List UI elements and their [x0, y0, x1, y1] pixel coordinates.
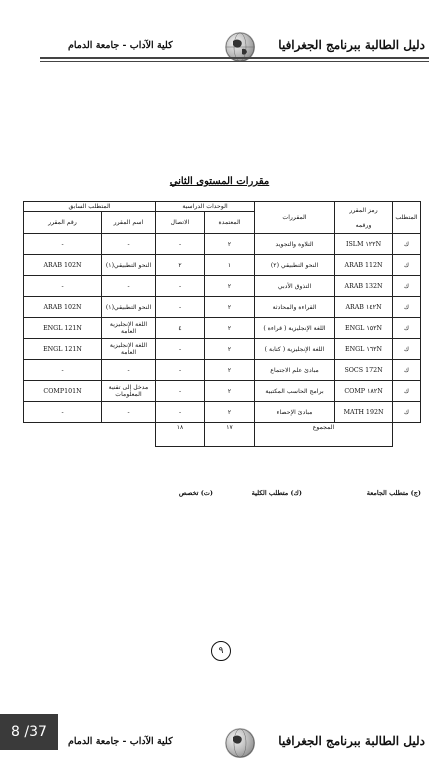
cell-code: ARAB 112N — [335, 255, 393, 276]
cell-contact: - — [156, 234, 205, 255]
table-row — [24, 297, 421, 318]
next-page-header — [0, 726, 439, 766]
cell-prev-num: ENGL 121N — [24, 339, 102, 360]
cell-prev-name: - — [102, 402, 156, 423]
cell-code: SOCS 172N — [335, 360, 393, 381]
header-prev-name: اسم المقرر — [102, 212, 156, 234]
section-title: مقررات المستوى الثاني — [169, 176, 270, 187]
table-row — [24, 318, 421, 339]
cell-code: COMP ١٨٢N — [335, 381, 393, 402]
page-number: ٩ — [211, 641, 231, 661]
college-name: كلية الآداب - جامعة الدمام — [68, 40, 173, 51]
header-credit: المعتمدة — [205, 212, 255, 234]
cell-prev-num: ARAB 102N — [24, 297, 102, 318]
header-prev-num: رقم المقرر — [24, 212, 102, 234]
cell-req: ك — [393, 255, 421, 276]
cell-credit: ٢ — [205, 360, 255, 381]
page-indicator[interactable] — [0, 714, 58, 750]
cell-prev-name: مدخل إلى تقنية المعلومات — [102, 381, 156, 402]
pager-total: 37 — [29, 724, 47, 740]
table-row — [24, 234, 421, 255]
header-rule — [40, 57, 429, 59]
cell-code: ISLM ١٢٢N — [335, 234, 393, 255]
table-row — [24, 339, 421, 360]
cell-contact: ٤ — [156, 318, 205, 339]
cell-code: ARAB 132N — [335, 276, 393, 297]
legend-major: (ت) تخصص — [178, 489, 213, 497]
cell-credit: ٢ — [205, 297, 255, 318]
table-row — [24, 381, 421, 402]
table-row — [24, 360, 421, 381]
cell-prev-name: اللغة الإنجليزية العامة — [102, 339, 156, 360]
table-header-row — [24, 202, 421, 212]
cell-credit: ٢ — [205, 276, 255, 297]
cell-req: ك — [393, 318, 421, 339]
header-prev-req: المتطلب السابق — [24, 202, 156, 212]
cell-prev-name: - — [102, 276, 156, 297]
cell-course-name: برامج الحاسب المكتبية — [255, 381, 335, 402]
cell-credit: ٢ — [205, 318, 255, 339]
cell-req: ك — [393, 402, 421, 423]
cell-prev-num: ARAB 102N — [24, 255, 102, 276]
college-name-next: كلية الآداب - جامعة الدمام — [68, 736, 173, 747]
cell-req: ك — [393, 276, 421, 297]
guide-title-next: دليل الطالبة ببرنامج الجغرافيا — [278, 734, 425, 748]
courses-table — [23, 201, 421, 447]
table-row — [24, 276, 421, 297]
table-row — [24, 255, 421, 276]
total-blank-left — [24, 423, 156, 447]
cell-prev-name: النحو التطبيقي(١) — [102, 255, 156, 276]
table-row — [24, 402, 421, 423]
cell-contact: - — [156, 297, 205, 318]
cell-course-name: القراءة والمحادثة — [255, 297, 335, 318]
header-num-label: ورقمه — [355, 221, 372, 229]
pager-current: 8 — [11, 724, 20, 740]
cell-prev-name: اللغة الإنجليزية العامة — [102, 318, 156, 339]
cell-course-name: مبادئ الإحصاء — [255, 402, 335, 423]
cell-course-name: النحو التطبيقي (٢) — [255, 255, 335, 276]
total-label: المجموع — [255, 423, 393, 447]
header-prereq: المتطلب — [393, 202, 421, 234]
cell-req: ك — [393, 297, 421, 318]
cell-prev-num: COMP101N — [24, 381, 102, 402]
cell-course-name: مبادئ علم الاجتماع — [255, 360, 335, 381]
cell-credit: ١ — [205, 255, 255, 276]
legend-university: (ج) متطلب الجامعة — [366, 489, 421, 497]
cell-code: ENGL ١٥٢N — [335, 318, 393, 339]
cell-prev-num: - — [24, 360, 102, 381]
cell-code: ARAB ١٤٢N — [335, 297, 393, 318]
cell-course-name: التلاوة والتجويد — [255, 234, 335, 255]
cell-credit: ٢ — [205, 402, 255, 423]
cell-contact: - — [156, 276, 205, 297]
cell-code: ENGL ١٦٢N — [335, 339, 393, 360]
header-code-label: رمز المقرر — [349, 206, 378, 214]
cell-prev-name: - — [102, 234, 156, 255]
cell-contact: - — [156, 381, 205, 402]
page-header — [0, 30, 439, 70]
header-course-code — [335, 202, 393, 234]
cell-prev-num: - — [24, 234, 102, 255]
cell-contact: - — [156, 339, 205, 360]
header-rule-thin — [40, 61, 429, 62]
cell-code: MATH 192N — [335, 402, 393, 423]
cell-prev-num: ENGL 121N — [24, 318, 102, 339]
cell-req: ك — [393, 339, 421, 360]
cell-credit: ٢ — [205, 339, 255, 360]
cell-course-name: التذوق الأدبي — [255, 276, 335, 297]
guide-title: دليل الطالبة ببرنامج الجغرافيا — [278, 38, 425, 52]
pager-separator: / — [19, 724, 30, 740]
cell-prev-num: - — [24, 402, 102, 423]
cell-prev-name: النحو التطبيقي(١) — [102, 297, 156, 318]
globe-logo-icon-next — [225, 728, 255, 758]
header-contact: الاتصال — [156, 212, 205, 234]
cell-req: ك — [393, 381, 421, 402]
total-credit: ١٧ — [205, 423, 255, 447]
cell-contact: - — [156, 402, 205, 423]
legend-college: (ك) متطلب الكلية — [251, 489, 302, 497]
header-units: الوحدات الدراسية — [156, 202, 255, 212]
cell-credit: ٢ — [205, 381, 255, 402]
cell-contact: - — [156, 360, 205, 381]
total-contact: ١٨ — [156, 423, 205, 447]
table-total-row — [24, 423, 421, 447]
cell-req: ك — [393, 234, 421, 255]
header-courses: المقررات — [255, 202, 335, 234]
cell-prev-num: - — [24, 276, 102, 297]
cell-prev-name: - — [102, 360, 156, 381]
cell-contact: ٢ — [156, 255, 205, 276]
cell-credit: ٢ — [205, 234, 255, 255]
cell-course-name: اللغة الإنجليزية ( قراءة ) — [255, 318, 335, 339]
cell-req: ك — [393, 360, 421, 381]
total-blank — [393, 423, 421, 447]
cell-course-name: اللغة الإنجليزية ( كتابة ) — [255, 339, 335, 360]
